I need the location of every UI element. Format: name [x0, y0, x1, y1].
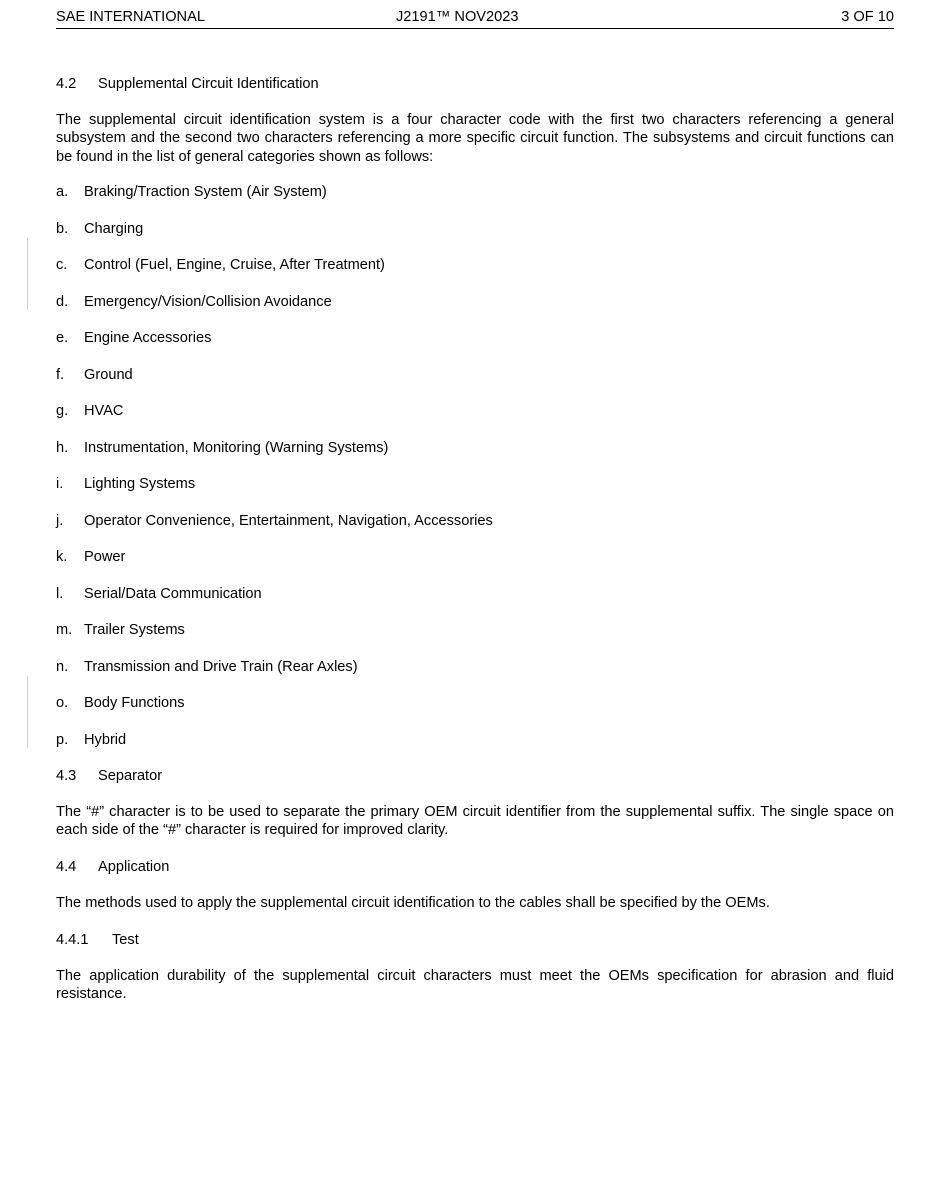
- section-title: Application: [98, 859, 170, 875]
- section-title: Test: [112, 932, 139, 948]
- list-item-text: Serial/Data Communication: [84, 586, 262, 602]
- section-paragraph-4-3: The “#” character is to be used to separate the primary OEM circuit identifier from the supplemental suffix. The single space on each side of the “#” character is required for improved clarity.: [56, 804, 894, 839]
- list-item-text: Braking/Traction System (Air System): [84, 184, 327, 200]
- list-item-letter: i.: [56, 476, 64, 492]
- list-item-letter: k.: [56, 549, 68, 565]
- list-item-text: Emergency/Vision/Collision Avoidance: [84, 294, 332, 310]
- section-heading-4-4-1: [56, 931, 894, 949]
- list-item-letter: e.: [56, 330, 69, 346]
- list-item-letter: f.: [56, 367, 65, 383]
- header-page-number: 3 OF 10: [841, 9, 894, 25]
- section-number: 4.4.1: [56, 932, 89, 948]
- change-bar-upper: [27, 238, 28, 310]
- list-item-letter: o.: [56, 695, 69, 711]
- section-number: 4.4: [56, 859, 77, 875]
- list-item-text: Engine Accessories: [84, 330, 212, 346]
- list-item-letter: h.: [56, 440, 69, 456]
- list-item-text: Trailer Systems: [84, 622, 185, 638]
- section-paragraph-4-4-1: The application durability of the supplemental circuit characters must meet the OEMs specification for abrasion and fluid resistance.: [56, 968, 894, 1003]
- list-item-text: Charging: [84, 221, 144, 237]
- list-item-letter: d.: [56, 294, 69, 310]
- list-item-letter: a.: [56, 184, 69, 200]
- list-item-text: Ground: [84, 367, 133, 383]
- section-number: 4.2: [56, 76, 77, 92]
- list-item-text: Lighting Systems: [84, 476, 196, 492]
- section-paragraph-4-2: The supplemental circuit identification system is a four character code with the first two characters referencing a general subsystem and the second two characters referencing a more specific circuit function. The subsystems and circuit functions can be found in the list of general categories shown as follows:: [56, 112, 894, 165]
- header-organization: SAE INTERNATIONAL: [56, 9, 205, 25]
- list-item-letter: c.: [56, 257, 68, 273]
- change-bar-lower: [27, 676, 28, 748]
- list-item-text: Power: [84, 549, 126, 565]
- list-item-letter: b.: [56, 221, 69, 237]
- list-item-letter: p.: [56, 732, 69, 748]
- page-header: [56, 8, 894, 29]
- section-heading-4-3: [56, 767, 894, 785]
- list-item-text: HVAC: [84, 403, 124, 419]
- section-title: Separator: [98, 768, 163, 784]
- list-item-letter: g.: [56, 403, 69, 419]
- list-item-text: Transmission and Drive Train (Rear Axles): [84, 659, 358, 675]
- list-item-text: Operator Convenience, Entertainment, Navigation, Accessories: [84, 513, 493, 529]
- list-item-letter: j.: [56, 513, 64, 529]
- list-item-letter: l.: [56, 586, 64, 602]
- section-heading-4-4: [56, 858, 894, 876]
- section-title: Supplemental Circuit Identification: [98, 76, 319, 92]
- list-item-letter: n.: [56, 659, 69, 675]
- list-item-letter: m.: [56, 622, 73, 638]
- section-heading-4-2: [56, 75, 894, 93]
- section-number: 4.3: [56, 768, 77, 784]
- list-item-text: Body Functions: [84, 695, 185, 711]
- header-document-id: J2191™ NOV2023: [396, 9, 519, 25]
- list-item-text: Instrumentation, Monitoring (Warning Systems): [84, 440, 389, 456]
- list-item-text: Control (Fuel, Engine, Cruise, After Treatment): [84, 257, 385, 273]
- list-item-text: Hybrid: [84, 732, 127, 748]
- section-paragraph-4-4: The methods used to apply the supplemental circuit identification to the cables shall be specified by the OEMs.: [56, 895, 770, 911]
